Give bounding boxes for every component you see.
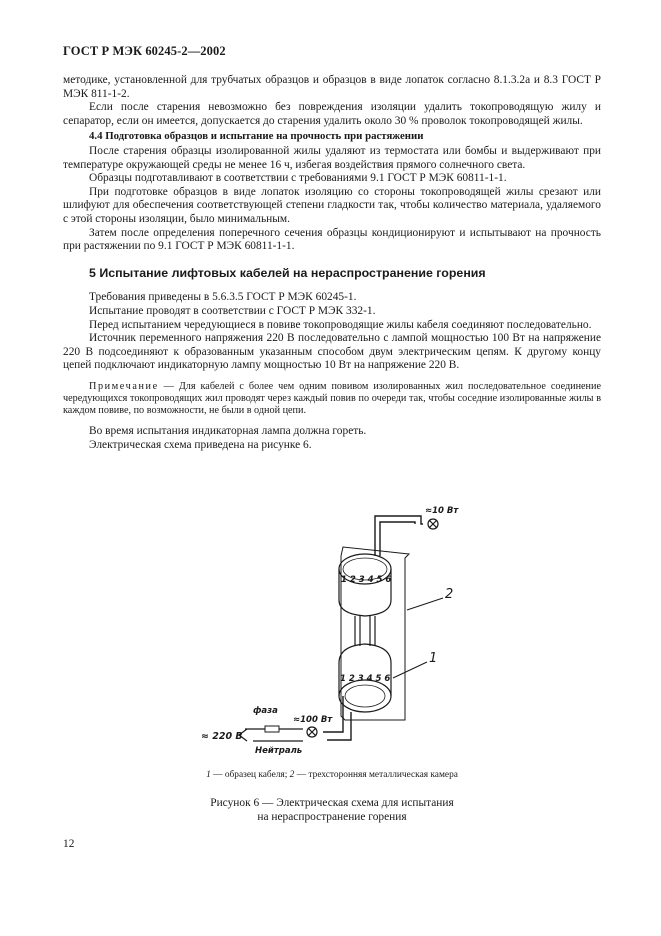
section-heading-5: 5 Испытание лифтовых кабелей на нераспространение горения xyxy=(89,265,486,280)
legend-number-1: 1 xyxy=(206,770,211,780)
paragraph: Требования приведены в 5.6.3.5 ГОСТ Р МЭК 60245-1. xyxy=(89,291,357,304)
note-label: Примечание xyxy=(89,380,159,392)
caption-line-1: Рисунок 6 — Электрическая схема для испытания xyxy=(210,797,454,809)
paragraph: Во время испытания индикаторная лампа должна гореть. xyxy=(89,425,367,438)
leader-line-1 xyxy=(393,662,427,678)
legend-text-1: — образец кабеля; xyxy=(210,770,290,780)
lamp-10w-icon xyxy=(428,519,438,529)
paragraph: При подготовке образцов в виде лопаток изоляцию со стороны токопроводящей жилы срезают или шлифуют для обеспечения соответствующей степени гладкости так, чтобы количество материала, удаляемого с этой стороны изоляции, было минимальным. xyxy=(63,185,601,225)
paragraph: Электрическая схема приведена на рисунке 6. xyxy=(89,439,312,452)
label-neutral: Нейтраль xyxy=(255,746,303,756)
note-text: — Для кабелей с более чем одним повивом изолированных жил последовательное соединение чередующихся токопроводящих жил проводят через каждый повив по очереди так, чтобы соседние изолированные жилы в каждом повиве, по возможности, не были в одной цепи. xyxy=(63,380,601,417)
wire-top-return xyxy=(380,522,415,556)
body-text xyxy=(63,74,601,453)
label-220v: ≈ 220 В xyxy=(201,731,243,742)
callout-2: 2 xyxy=(445,587,454,602)
paragraph: Перед испытанием чередующиеся в повиве токопроводящие жилы кабеля соединяют последовательно. xyxy=(89,318,592,331)
cable-bottom-inner-ellipse xyxy=(345,685,385,707)
label-bottom-numbers: 1 2 3 4 5 6 xyxy=(340,674,391,684)
cable-bottom-body xyxy=(339,644,391,696)
figure-6-circuit xyxy=(195,500,480,760)
subsection-heading-4-4: 4.4 Подготовка образцов и испытание на прочность при растяжении xyxy=(89,130,424,143)
paragraph: Образцы подготавливают в соответствии с требованиями 9.1 ГОСТ Р МЭК 60811-1-1. xyxy=(89,172,507,185)
label-100w: ≈100 Вт xyxy=(293,715,333,725)
circuit-diagram xyxy=(195,500,480,760)
paragraph: Затем после определения поперечного сечения образцы кондиционируют и испытывают на прочность при растяжении по 9.1 ГОСТ Р МЭК 60811-1-1. xyxy=(63,226,601,253)
callout-1: 1 xyxy=(429,651,438,666)
label-10w: ≈10 Вт xyxy=(425,506,459,516)
legend-text-2: — трехсторонняя металлическая камера xyxy=(294,770,458,780)
lamp-100w-icon xyxy=(307,727,317,737)
note xyxy=(63,381,601,418)
page-number: 12 xyxy=(63,838,75,850)
legend-number-2: 2 xyxy=(289,770,295,780)
paragraph: Если после старения невозможно без повреждения изоляции удалить токопроводящую жилу и сепаратор, если он имеется, допускается до старения удалить около 30 % проволок токопроводящей жилы. xyxy=(63,101,601,127)
figure-legend xyxy=(63,770,601,780)
leader-line-2 xyxy=(407,598,443,610)
caption-line-2: на нераспространение горения xyxy=(257,810,407,823)
document-header: ГОСТ Р МЭК 60245-2—2002 xyxy=(63,44,226,58)
fuse xyxy=(265,726,279,732)
figure-caption xyxy=(63,797,601,824)
paragraph: Источник переменного напряжения 220 В последовательно с лампой мощностью 100 Вт на напряжение 220 В подсоединяют к образованным указанным способом двум электрическим цепям. К другому концу цепей подключают индикаторную лампу мощностью 10 Вт на напряжение 220 В. xyxy=(63,332,601,372)
label-phase: фаза xyxy=(253,706,278,716)
label-top-numbers: 1 2 3 4 5 6 xyxy=(341,575,392,585)
paragraph: методике, установленной для трубчатых образцов и образцов в виде лопаток согласно 8.1.3.2а и 8.3 ГОСТ Р МЭК 811-1-2. xyxy=(63,74,601,100)
paragraph: Испытание проводят в соответствии с ГОСТ Р МЭК 332-1. xyxy=(89,304,376,317)
paragraph: После старения образцы изолированной жилы удаляют из термостата или бомбы и выдерживают при температуре окружающей среды не менее 16 ч, избегая воздействия прямого солнечного света. xyxy=(63,144,601,171)
